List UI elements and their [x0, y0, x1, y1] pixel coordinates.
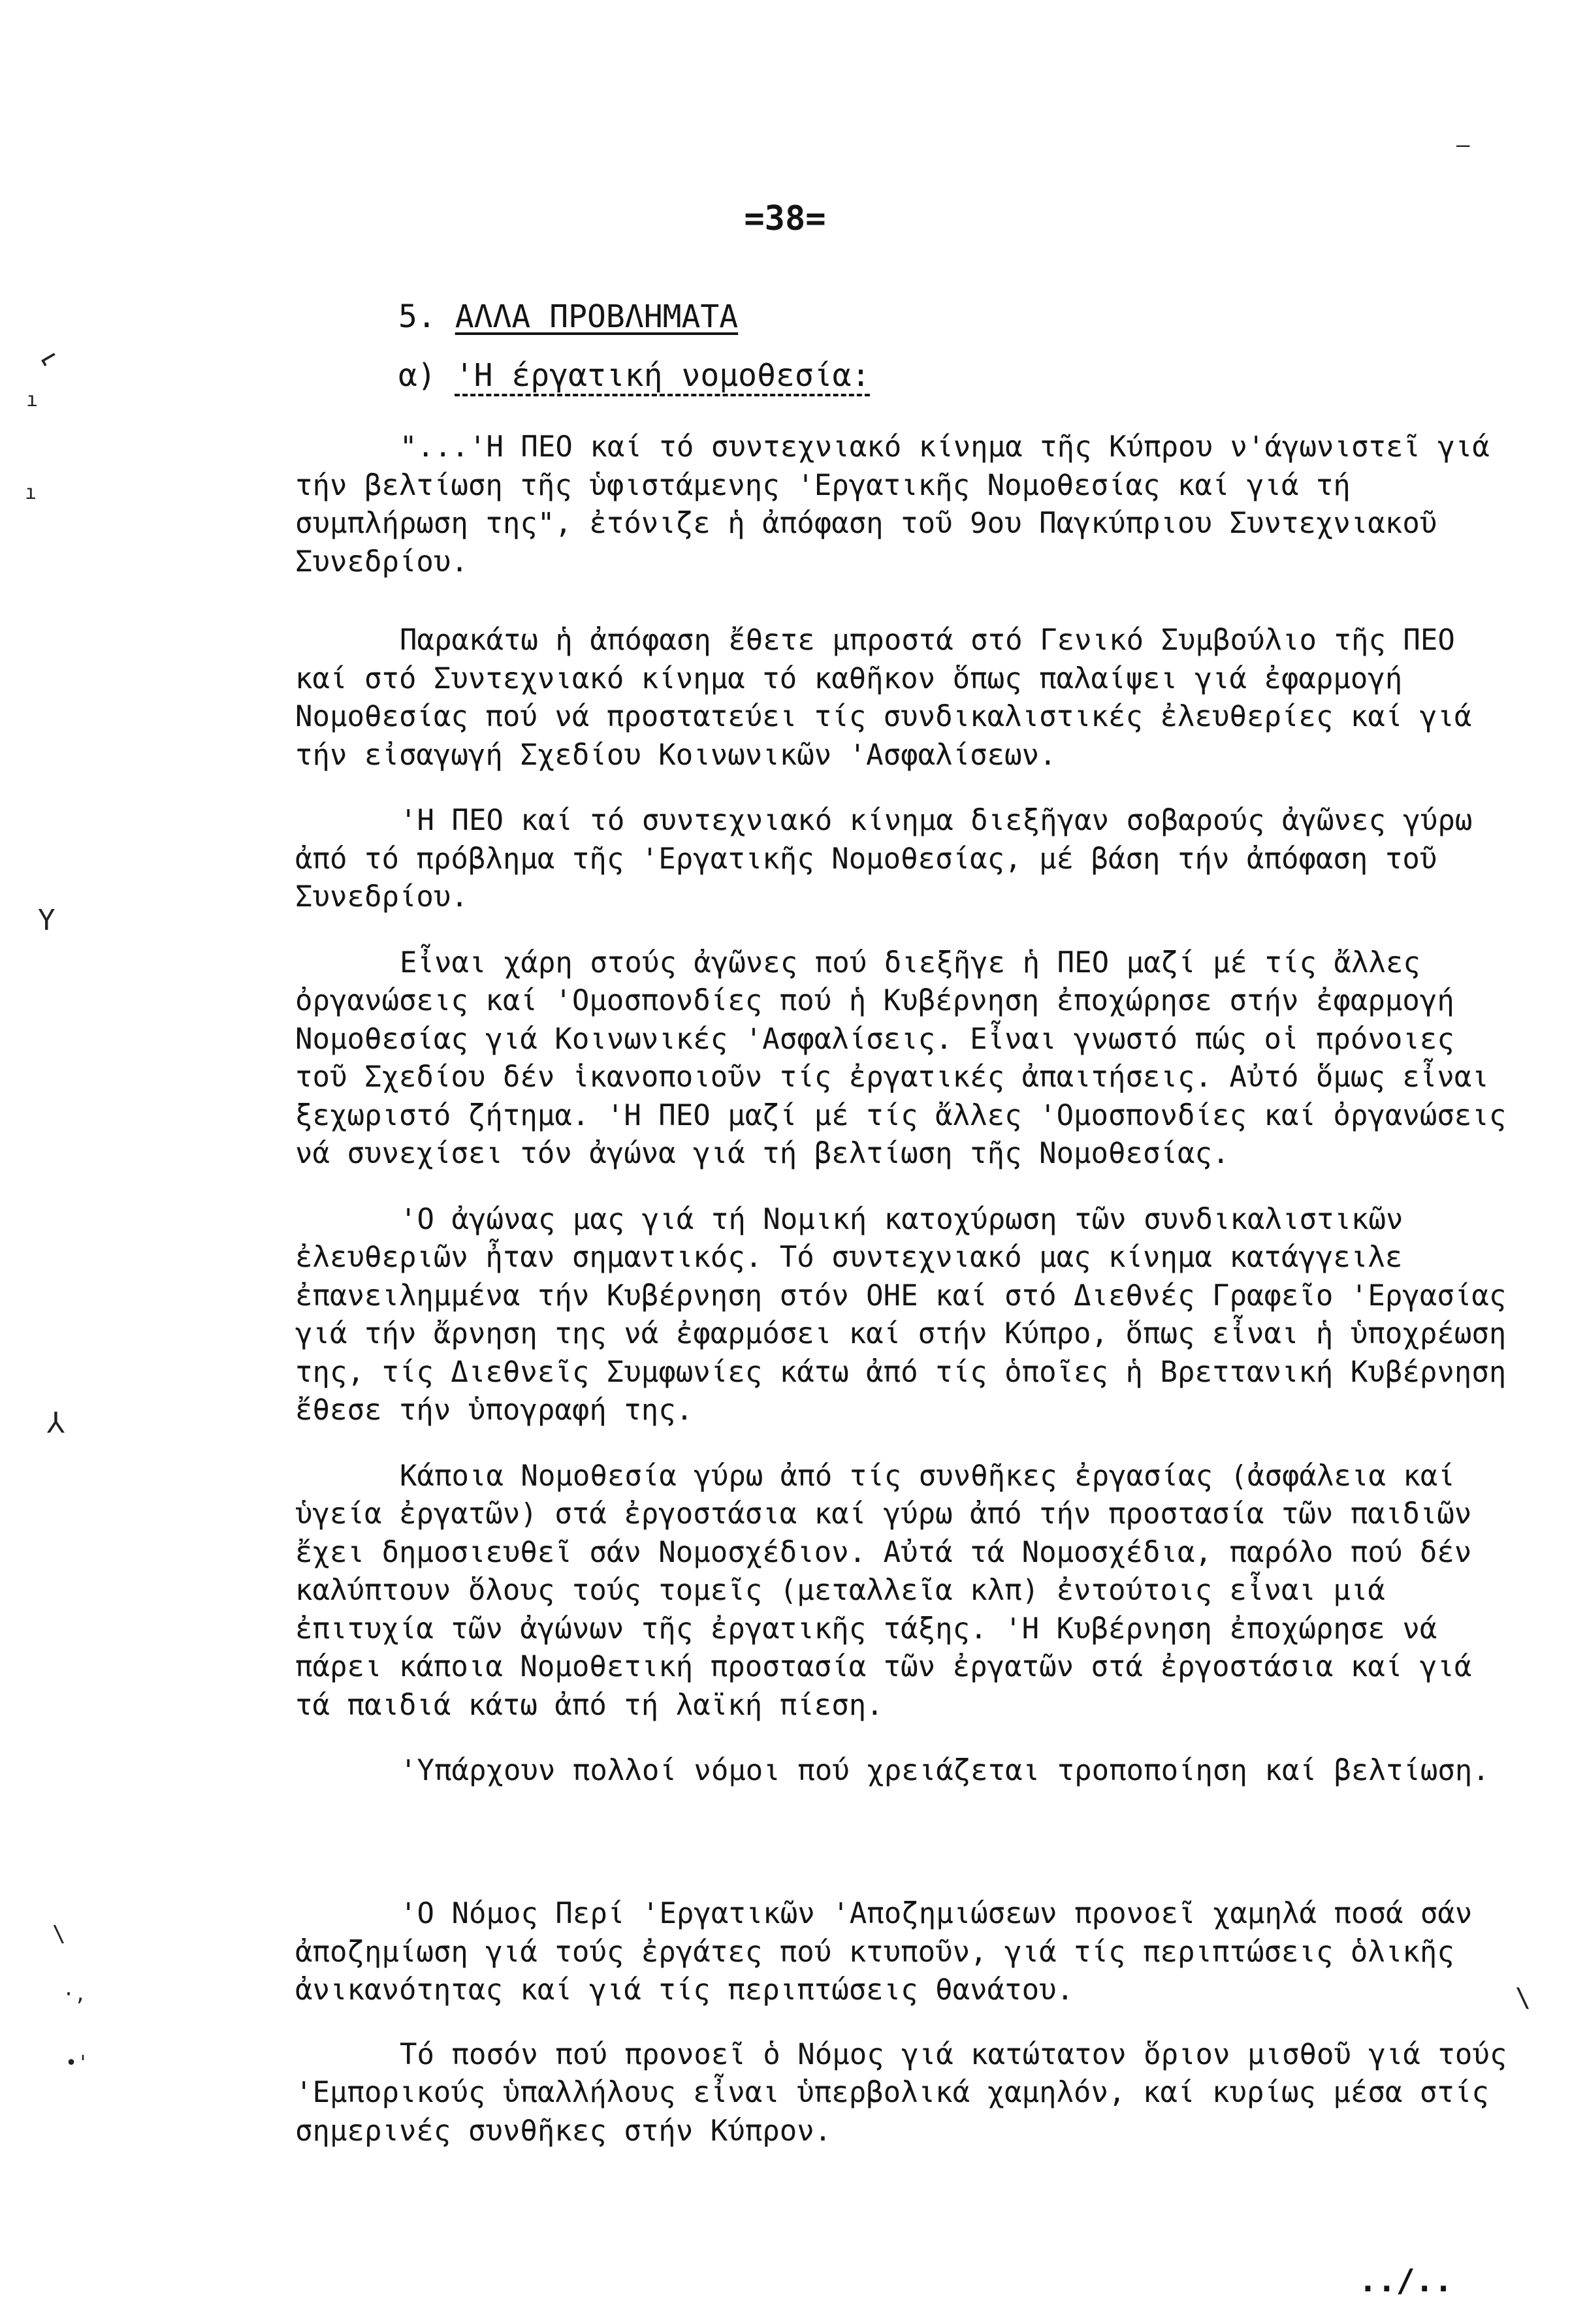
- paragraph-4: Εἶναι χάρη στούς ἀγῶνες πού διεξῆγε ἡ ΠΕΟ μαζί μέ τίς ἄλλες ὀργανώσεις καί 'Ομοσπονδίες πού ἡ Κυβέρνηση ἐποχώρησε στήν ἐφαρμογή Νομοθεσίας γιά Κοινωνικές 'Ασφαλίσεις. Εἶναι γνωστό πώς οἱ πρόνοιες τοῦ Σχεδίου δέν ἱκανοποιοῦν τίς ἐργατικές ἀπαιτήσεις. Αὐτό ὅμως εἶναι ξεχωριστό ζήτημα. 'Η ΠΕΟ μαζί μέ τίς ἄλλες 'Ομοσπονδίες καί ὀργανώσεις νά συνεχίσει τόν ἀγώνα γιά τή βελτίωση τῆς Νομοθεσίας.: [295, 946, 1507, 1170]
- continuation-mark: ../..: [1358, 2263, 1453, 2299]
- body-text: [295, 428, 1510, 1791]
- margin-ink-mark: ⌐: [33, 340, 65, 378]
- subheading-label: α): [398, 357, 436, 394]
- paragraph-2: Παρακάτω ἡ ἀπόφαση ἔθετε μπροστά στό Γενικό Συμβούλιο τῆς ΠΕΟ καί στό Συντεχνιακό κίνημα τό καθῆκον ὅπως παλαίψει γιά ἐφαρμογή Νομοθεσίας πού νά προστατεύει τίς συνδικαλιστικές ἐλευθερίες καί γιά τήν εἰσαγωγή Σχεδίου Κοινωνικῶν 'Ασφαλίσεων.: [295, 624, 1472, 772]
- subheading: [398, 356, 870, 395]
- subheading-title: 'Η έργατική νομοθεσία:: [455, 357, 871, 394]
- margin-ink-mark: •': [65, 2052, 89, 2075]
- margin-ink-mark: \: [1515, 1983, 1531, 2013]
- margin-ink-mark: ·,: [63, 1983, 87, 2006]
- margin-ink-mark: —: [1456, 132, 1470, 158]
- paragraph-8: 'Ο Νόμος Περί 'Εργατικῶν 'Αποζημιώσεων προνοεῖ χαμηλά ποσά σάν ἀποζημίωση γιά τούς ἐργάτες πού κτυποῦν, γιά τίς περιπτώσεις ὁλικῆς ἀνικανότητας καί γιά τίς περιπτώσεις θανάτου.: [295, 1897, 1473, 2007]
- margin-ink-mark: \: [52, 1921, 66, 1947]
- margin-ink-mark: ⅄: [47, 1407, 65, 1440]
- section-heading-title: ΑΛΛΑ ΠΡΟΒΛΗΜΑΤΑ: [455, 298, 739, 335]
- paragraph-3: 'Η ΠΕΟ καί τό συντεχνιακό κίνημα διεξῆγαν σοβαρούς ἀγῶνες γύρω ἀπό τό πρόβλημα τῆς 'Εργατικῆς Νομοθεσίας, μέ βάση τήν ἀπόφαση τοῦ Συνεδρίου.: [295, 804, 1473, 914]
- paragraph-1: "...'Η ΠΕΟ καί τό συντεχνιακό κίνημα τῆς Κύπρου ν'άγωνιστεῖ γιά τήν βελτίωση τῆς ὑφιστάμενης 'Εργατικῆς Νομοθεσίας καί γιά τή συμπλήρωση της", ἐτόνιζε ἡ ἀπόφαση τοῦ 9ου Παγκύπριου Συντεχνιακοῦ Συνεδρίου.: [295, 430, 1490, 579]
- margin-ink-mark: Y: [38, 904, 56, 937]
- section-heading: [398, 297, 738, 336]
- paragraph-5: 'Ο ἀγώνας μας γιά τή Νομική κατοχύρωση τῶν συνδικαλιστικῶν ἐλευθεριῶν ἦταν σημαντικός. Τό συντεχνιακό μας κίνημα κατάγγειλε ἐπανειλημμένα τήν Κυβέρνηση στόν ΟΗΕ καί στό Διεθνές Γραφεῖο 'Εργασίας γιά τήν ἄρνηση της νά ἐφαρμόσει καί στήν Κύπρο, ὅπως εἶναι ἡ ὑποχρέωση της, τίς Διεθνεῖς Συμφωνίες κάτω ἀπό τίς ὁποῖες ἡ Βρεττανική Κυβέρνηση ἔθεσε τήν ὑπογραφή της.: [295, 1202, 1507, 1427]
- paragraph-9: Τό ποσόν πού προνοεῖ ὁ Νόμος γιά κατώτατον ὅριον μισθοῦ γιά τούς 'Εμπορικούς ὑπαλλήλους εἶναι ὑπερβολικά χαμηλόν, καί κυρίως μέσα στίς σημερινές συνθῆκες στήν Κύπρον.: [295, 2037, 1507, 2148]
- page-number: =38=: [744, 199, 826, 238]
- paragraph-7: 'Υπάρχουν πολλοί νόμοι πού χρειάζεται τροποποίηση καί βελτίωση.: [400, 1754, 1490, 1787]
- margin-ink-mark: ı: [25, 481, 37, 504]
- body-text-continued: [295, 1895, 1510, 2150]
- section-heading-number: 5.: [398, 298, 436, 335]
- margin-ink-mark: ı: [26, 389, 39, 411]
- paragraph-6: Κάποια Νομοθεσία γύρω ἀπό τίς συνθῆκες ἐργασίας (ἀσφάλεια καί ὑγεία ἐργατῶν) στά ἐργοστάσια καί γύρω ἀπό τήν προστασία τῶν παιδιῶν ἔχει δημοσιευθεῖ σάν Νομοσχέδιον. Αὐτά τά Νομοσχέδια, παρόλο πού δέν καλύπτουν ὅλους τούς τομεῖς (μεταλλεῖα κλπ) ἐντούτοις εἶναι μιά ἐπιτυχία τῶν ἀγώνων τῆς ἐργατικῆς τάξης. 'Η Κυβέρνηση ἐποχώρησε νά πάρει κάποια Νομοθετική προστασία τῶν ἐργατῶν στά ἐργοστάσια καί γιά τά παιδιά κάτω ἀπό τή λαϊκή πίεση.: [295, 1459, 1472, 1722]
